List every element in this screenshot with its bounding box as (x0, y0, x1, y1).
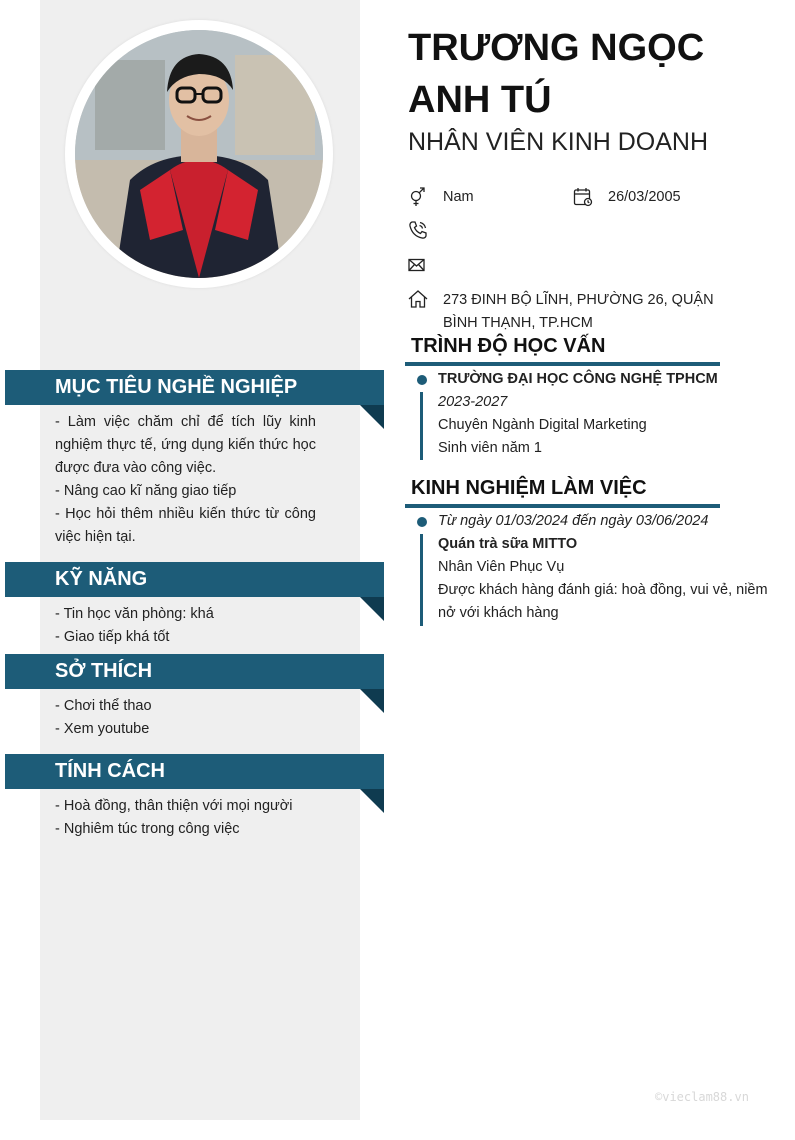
experience-title: KINH NGHIỆM LÀM VIỆC (411, 477, 647, 499)
phone-icon (408, 220, 428, 240)
gender-icon (408, 187, 428, 207)
profile-photo (75, 30, 323, 278)
hobbies-header (5, 654, 384, 689)
gender-row (408, 187, 474, 207)
home-icon (408, 289, 428, 309)
watermark: ©vieclam88.vn (655, 1090, 749, 1104)
email-row (408, 255, 443, 275)
personality-item: - Hoà đồng, thân thiện với mọi người (55, 798, 293, 814)
objective-line: - Làm việc chăm chỉ để tích lũy kinh nghiệm thực tế, ứng dụng kiến thức học được đưa vào công việc. (55, 414, 316, 476)
skills-header (5, 562, 384, 597)
personality-text (55, 795, 316, 841)
skill-item: - Giao tiếp khá tốt (55, 629, 170, 645)
company-name: Quán trà sữa MITTO (438, 536, 578, 552)
hobby-item: - Xem youtube (55, 721, 150, 737)
objective-line: - Nâng cao kĩ năng giao tiếp (55, 483, 237, 499)
job-description: Được khách hàng đánh giá: hoà đồng, vui vẻ, niềm nở với khách hàng (438, 582, 768, 621)
education-entry (438, 368, 718, 460)
hobbies-text (55, 695, 316, 741)
job-role: Nhân Viên Phục Vụ (438, 559, 565, 575)
address-value: 273 ĐINH BỘ LĨNH, PHƯỜNG 26, QUẬN BÌNH THẠNH, TP.HCM (443, 292, 714, 331)
timeline-line (420, 392, 423, 460)
timeline-dot (417, 517, 427, 527)
personality-header-fold (360, 789, 384, 813)
education-title: TRÌNH ĐỘ HỌC VẤN (411, 335, 606, 357)
hobbies-header-fold (360, 689, 384, 713)
skill-item: - Tin học văn phòng: khá (55, 606, 214, 622)
phone-row (408, 220, 443, 240)
education-major: Chuyên Ngành Digital Marketing (438, 417, 647, 433)
education-period: 2023-2027 (438, 394, 508, 410)
school-name: TRƯỜNG ĐẠI HỌC CÔNG NGHỆ TPHCM (438, 371, 718, 387)
experience-divider (405, 504, 720, 508)
birthdate-value: 26/03/2005 (608, 189, 681, 205)
mail-icon (408, 255, 428, 275)
avatar-frame (65, 20, 333, 288)
objective-text (55, 411, 316, 549)
objective-line: - Học hỏi thêm nhiều kiến thức từ công việc hiện tại. (55, 506, 316, 545)
gender-value: Nam (443, 189, 474, 205)
objective-header-fold (360, 405, 384, 429)
birthdate-row (573, 187, 681, 207)
skills-header-fold (360, 597, 384, 621)
education-divider (405, 362, 720, 366)
objective-title: MỤC TIÊU NGHỀ NGHIỆP (55, 376, 298, 398)
objective-header (5, 370, 384, 405)
skills-title: KỸ NĂNG (55, 568, 148, 590)
skills-text (55, 603, 316, 649)
personality-title: TÍNH CÁCH (55, 760, 165, 782)
avatar (75, 30, 323, 278)
hobbies-title: SỞ THÍCH (55, 660, 153, 682)
candidate-position: NHÂN VIÊN KINH DOANH (408, 128, 709, 156)
hobby-item: - Chơi thể thao (55, 698, 152, 714)
education-status: Sinh viên năm 1 (438, 440, 542, 456)
experience-entry (438, 510, 778, 625)
personality-item: - Nghiêm túc trong công việc (55, 821, 240, 837)
experience-period: Từ ngày 01/03/2024 đến ngày 03/06/2024 (438, 513, 709, 529)
candidate-name: TRƯƠNG NGỌC ANH TÚ (408, 27, 705, 121)
address-row (408, 289, 443, 309)
calendar-icon (573, 187, 593, 207)
timeline-dot (417, 375, 427, 385)
personality-header (5, 754, 384, 789)
timeline-line (420, 534, 423, 626)
